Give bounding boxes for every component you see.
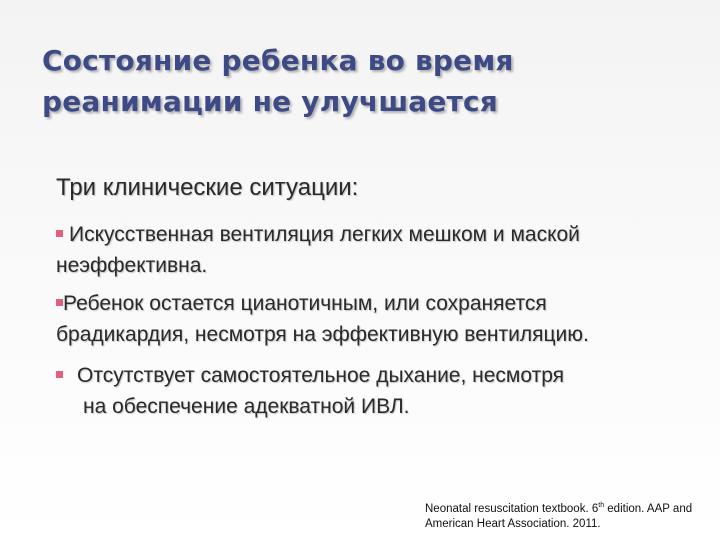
list-item-line-1: Ребенок остается цианотичным, или сохраняется xyxy=(63,292,547,315)
title-line-2: реанимации не улучшается xyxy=(42,85,498,118)
citation-superscript: th xyxy=(598,502,605,509)
list-item xyxy=(56,288,696,350)
bullet-square-icon xyxy=(56,371,63,378)
citation xyxy=(425,498,715,532)
slide-title xyxy=(42,40,682,122)
bullet-square-icon xyxy=(56,299,63,306)
list-item-line-2: брадикардия, несмотря на эффективную вентиляцию. xyxy=(56,323,589,346)
bullet-square-icon xyxy=(56,230,63,237)
list-item-line-2: неэффективна. xyxy=(56,254,208,277)
list-item xyxy=(56,360,696,422)
citation-line-2: American Heart Association. 2011. xyxy=(425,518,601,530)
title-line-1: Состояние ребенка во время xyxy=(42,44,514,77)
list-item-line-2: на обеспечение адекватной ИВЛ. xyxy=(83,395,410,418)
list-item-line-1: Отсутствует самостоятельное дыхание, несмотря xyxy=(77,364,565,387)
subtitle: Три клинические ситуации: xyxy=(56,174,359,201)
list-item xyxy=(56,219,696,281)
list-item-line-1: Искусственная вентиляция легких мешком и маской xyxy=(69,223,580,246)
citation-text-part1: Neonatal resuscitation textbook. 6 xyxy=(425,503,599,515)
citation-text-part2: edition. AAP and xyxy=(604,503,693,515)
